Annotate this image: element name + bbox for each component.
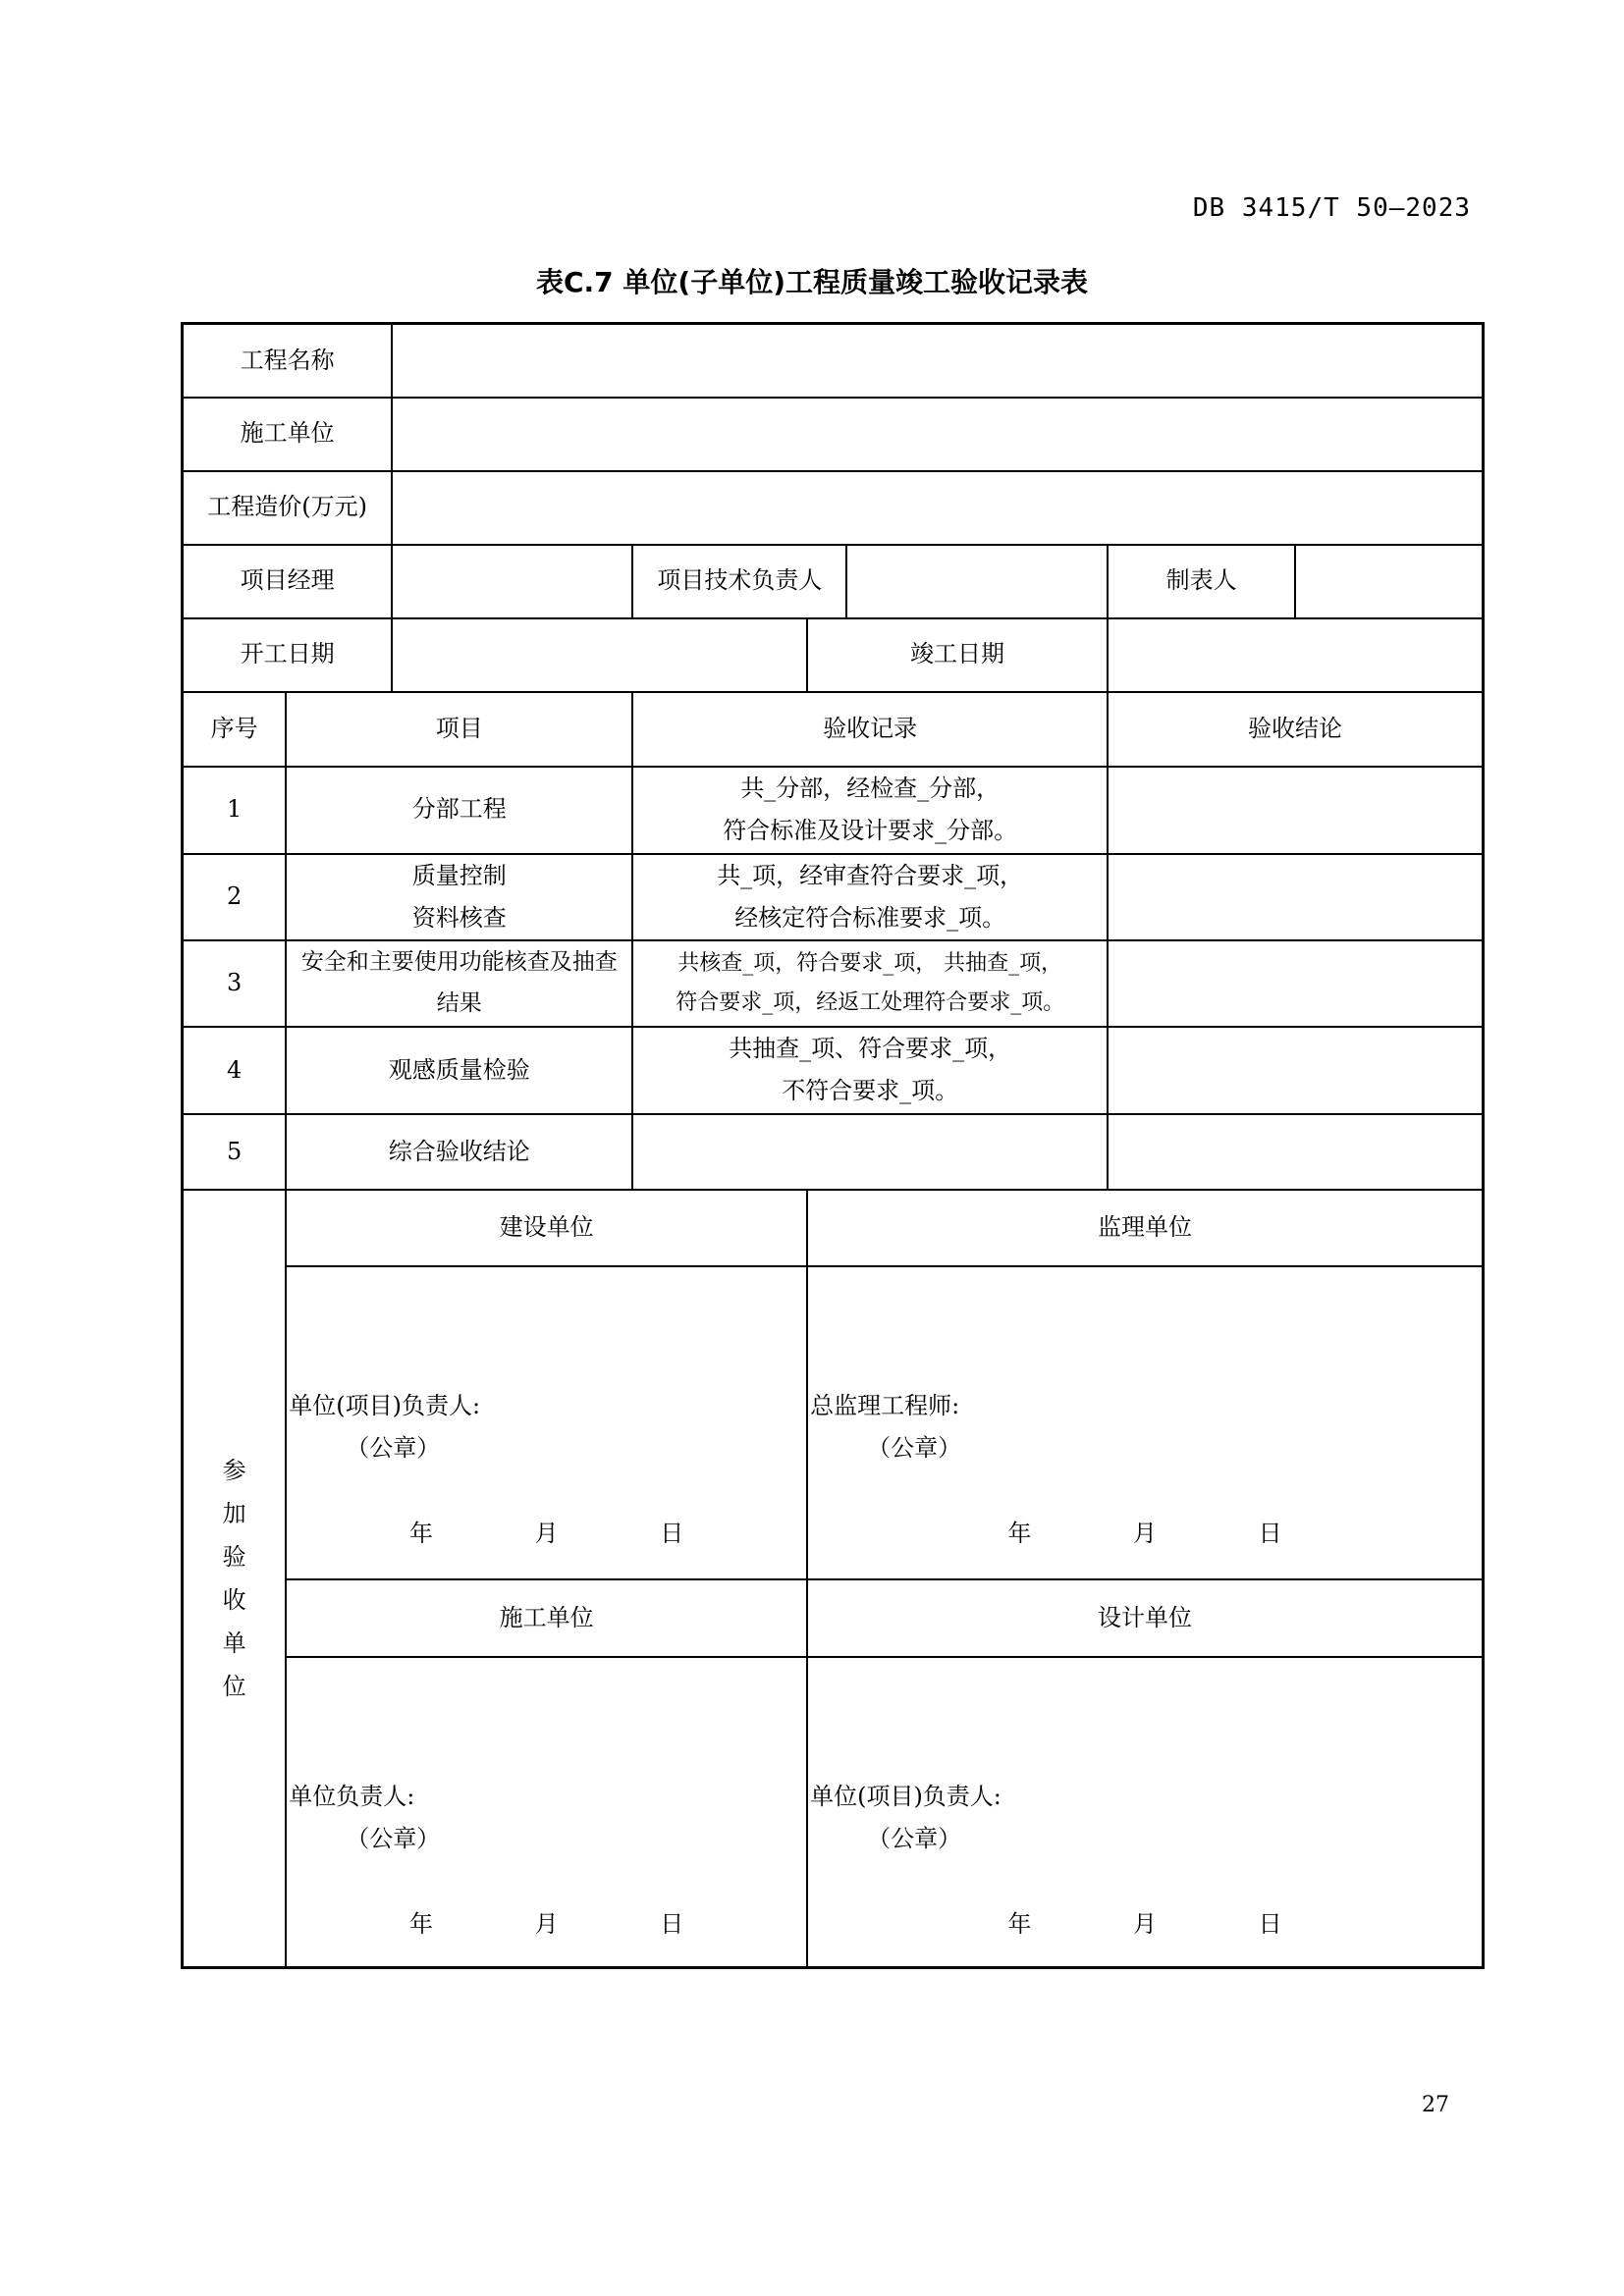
date-year: 年 <box>409 1519 433 1547</box>
row-conclusion[interactable] <box>1108 767 1483 854</box>
supervision-unit-seal: （公章） <box>867 1433 962 1462</box>
construction-unit-title: 施工单位 <box>286 1579 807 1657</box>
date-year: 年 <box>1007 1909 1032 1938</box>
preparer-label: 制表人 <box>1108 545 1295 618</box>
row-construction-unit <box>183 398 1484 471</box>
side-label-char: 加 <box>222 1500 246 1528</box>
col-header-item: 项目 <box>286 692 632 767</box>
col-header-record: 验收记录 <box>632 692 1108 767</box>
supervision-unit-sign-area[interactable] <box>807 1266 1483 1579</box>
row-seq: 5 <box>183 1114 287 1190</box>
pm-value[interactable] <box>392 545 632 618</box>
design-unit-seal: （公章） <box>867 1824 962 1852</box>
row-record-line: 不符合要求_项。 <box>782 1077 959 1105</box>
row-item <box>286 767 632 854</box>
row-record <box>632 854 1108 940</box>
supervision-unit-title: 监理单位 <box>807 1190 1483 1266</box>
row-seq: 1 <box>183 767 287 854</box>
row-item <box>286 940 632 1027</box>
construction-unit-sign-area[interactable] <box>286 1657 807 1968</box>
document-code: DB 3415/T 50—2023 <box>1192 193 1471 223</box>
table-row <box>183 854 1484 940</box>
row-item-line: 质量控制 <box>411 861 507 889</box>
tech-lead-split <box>632 545 1108 618</box>
build-unit-signer-label: 单位(项目)负责人: <box>289 1391 481 1419</box>
side-label-char: 收 <box>222 1586 246 1615</box>
row-dates <box>183 618 1484 692</box>
build-unit-date <box>287 1513 806 1555</box>
date-day: 日 <box>1258 1519 1282 1547</box>
row-item-line: 安全和主要使用功能核查及抽查 <box>300 949 618 976</box>
participants-header-row-1 <box>183 1190 1484 1266</box>
row-conclusion[interactable] <box>1108 940 1483 1027</box>
table-row <box>183 1027 1484 1114</box>
table-row <box>183 767 1484 854</box>
design-unit-date <box>808 1903 1482 1946</box>
start-date-label: 开工日期 <box>183 618 393 692</box>
row-item <box>286 854 632 940</box>
build-unit-sign-area[interactable] <box>286 1266 807 1579</box>
build-unit-title: 建设单位 <box>286 1190 807 1266</box>
participants-side-label <box>183 1190 287 1968</box>
row-people <box>183 545 1484 618</box>
cost-value[interactable] <box>392 471 1483 545</box>
pm-label: 项目经理 <box>183 545 393 618</box>
design-unit-signer-label: 单位(项目)负责人: <box>810 1782 1001 1810</box>
row-item-line: 综合验收结论 <box>388 1137 530 1165</box>
cost-label: 工程造价(万元) <box>183 471 393 545</box>
project-name-value[interactable] <box>392 324 1483 398</box>
date-month: 月 <box>1133 1519 1158 1547</box>
row-column-headers <box>183 692 1484 767</box>
build-unit-seal: （公章） <box>346 1433 441 1462</box>
row-conclusion[interactable] <box>1108 1027 1483 1114</box>
row-record-line: 共抽查_项、符合要求_项， <box>729 1035 1012 1063</box>
row-record-line: 符合标准及设计要求_分部。 <box>723 817 1018 844</box>
row-cost <box>183 471 1484 545</box>
row-seq: 4 <box>183 1027 287 1114</box>
row-record-line: 共_项，经审查符合要求_项， <box>717 861 1024 889</box>
participants-sign-row-1 <box>183 1266 1484 1579</box>
construction-unit-signer-label: 单位负责人: <box>289 1782 415 1810</box>
row-seq: 2 <box>183 854 287 940</box>
page-number: 27 <box>1422 2093 1449 2117</box>
row-record-line: 共_分部，经检查_分部， <box>740 774 1001 802</box>
row-item <box>286 1027 632 1114</box>
row-item-line: 观感质量检验 <box>388 1055 530 1084</box>
row-record-line: 共核查_项，符合要求_项， 共抽查_项， <box>677 951 1063 977</box>
preparer-value[interactable] <box>1295 545 1483 618</box>
date-year: 年 <box>1007 1519 1032 1547</box>
date-month: 月 <box>1133 1909 1158 1938</box>
table-row <box>183 940 1484 1027</box>
tech-lead-label: 项目技术负责人 <box>633 546 847 617</box>
row-item <box>286 1114 632 1190</box>
row-record-line: 经核定符合标准要求_项。 <box>734 903 1006 932</box>
row-record <box>632 940 1108 1027</box>
table-title: 表C.7 单位(子单位)工程质量竣工验收记录表 <box>535 266 1088 298</box>
row-item-line: 结果 <box>436 989 482 1016</box>
row-conclusion[interactable] <box>1108 854 1483 940</box>
tech-lead-value[interactable] <box>847 546 1107 617</box>
start-date-value[interactable] <box>392 618 807 692</box>
row-conclusion[interactable] <box>1108 1114 1483 1190</box>
acceptance-record-table <box>181 322 1485 1969</box>
date-month: 月 <box>534 1909 559 1938</box>
design-unit-title: 设计单位 <box>807 1579 1483 1657</box>
supervision-unit-signer-label: 总监理工程师: <box>810 1391 960 1419</box>
design-unit-sign-area[interactable] <box>807 1657 1483 1968</box>
construction-unit-value[interactable] <box>392 398 1483 471</box>
date-day: 日 <box>660 1519 684 1547</box>
row-record-line: 符合要求_项，经返工处理符合要求_项。 <box>676 989 1065 1015</box>
completion-date-value[interactable] <box>1108 618 1483 692</box>
participants-header-row-2 <box>183 1579 1484 1657</box>
side-label-char: 单 <box>222 1629 246 1658</box>
participants-sign-row-2 <box>183 1657 1484 1968</box>
row-record[interactable] <box>632 1114 1108 1190</box>
completion-date-label: 竣工日期 <box>807 618 1108 692</box>
date-month: 月 <box>534 1519 559 1547</box>
date-day: 日 <box>660 1909 684 1938</box>
row-item-line: 资料核查 <box>411 903 507 932</box>
date-day: 日 <box>1258 1909 1282 1938</box>
project-name-label: 工程名称 <box>183 324 393 398</box>
row-record <box>632 767 1108 854</box>
construction-unit-seal: （公章） <box>346 1824 441 1852</box>
col-header-conclusion: 验收结论 <box>1108 692 1483 767</box>
side-label-char: 位 <box>222 1673 246 1701</box>
construction-unit-label: 施工单位 <box>183 398 393 471</box>
row-record <box>632 1027 1108 1114</box>
supervision-unit-date <box>808 1513 1482 1555</box>
row-seq: 3 <box>183 940 287 1027</box>
side-label-char: 验 <box>222 1543 246 1572</box>
side-label-char: 参 <box>222 1457 246 1485</box>
row-project-name <box>183 324 1484 398</box>
col-header-seq: 序号 <box>183 692 287 767</box>
table-row <box>183 1114 1484 1190</box>
date-year: 年 <box>409 1909 433 1938</box>
construction-unit-date <box>287 1903 806 1946</box>
row-item-line: 分部工程 <box>411 795 507 824</box>
